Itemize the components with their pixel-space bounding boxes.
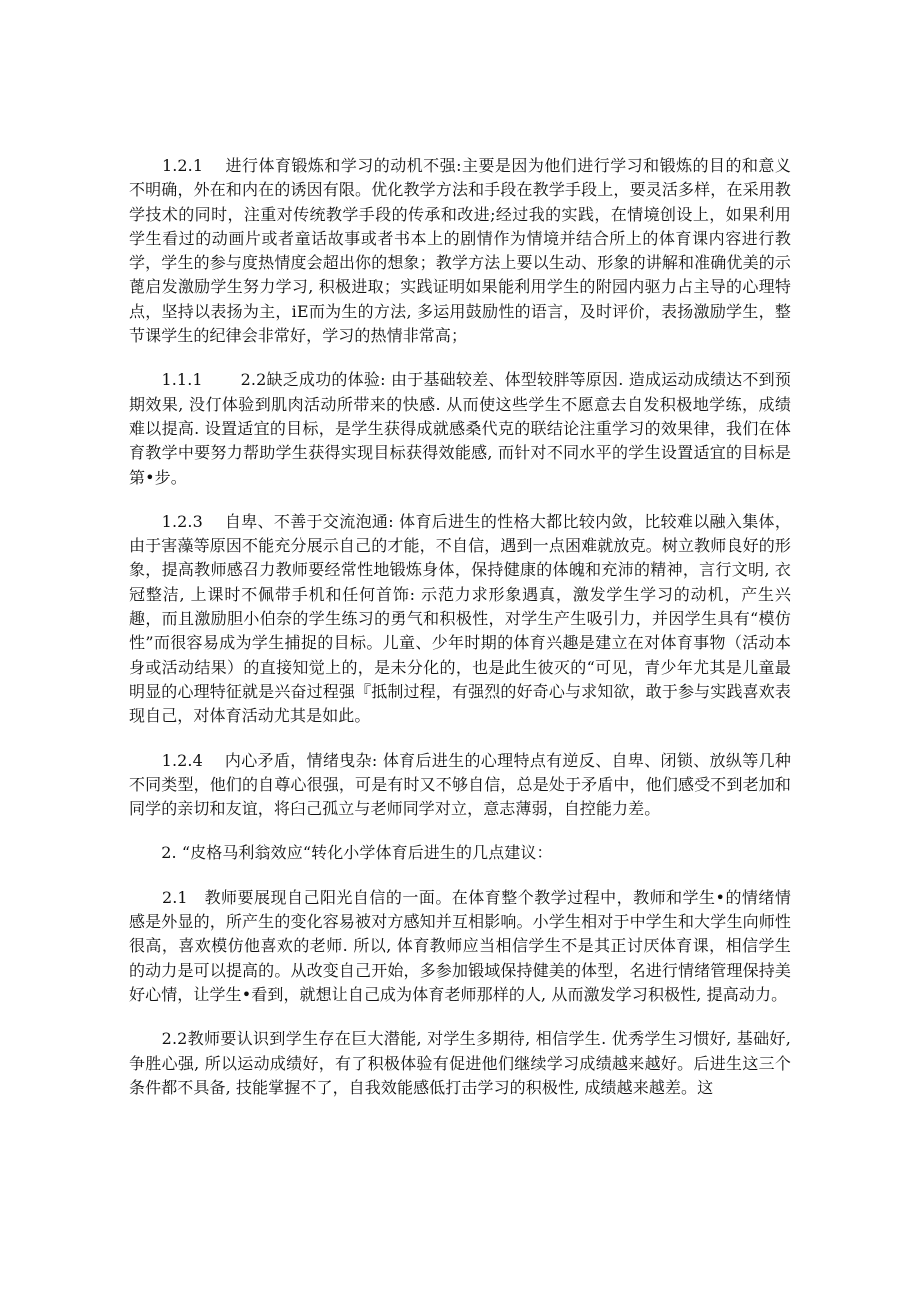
paragraph-gap [129, 348, 791, 368]
paragraph-gap [129, 1007, 791, 1027]
paragraph-2-1: 2.1 教师要展现自己阳光自信的一面。在体育整个教学过程中，教师和学生•的情绪情感是外显的，所产生的变化容易被对方感知并互相影响。小学生相对于中学生和大学生向师性很高，喜欢模仿他喜欢的老师. 所以, 体育教师应当相信学生不是其正讨厌体育课，相信学生的动力是可以提高的。从改变自己开始，多参加锻域保持健美的体型，名进行情绪管理保持美好心情，让学生•看到，就想让自己成为体育老师那样的人, 从而激发学习积极性, 提高动力。 [129, 887, 791, 1004]
section-heading-2: 2. “皮格马利翁效应“转化小学体育后进生的几点建议： [129, 843, 553, 863]
paragraph-1-2-1: 1.2.1 进行体育锻炼和学习的动机不强:主要是因为他们进行学习和锻炼的目的和意义不明确，外在和内在的诱因有限。优化教学方法和手段在教学手段上，要灵活多样，在采用教学技术的同时，注重对传统教学手段的传承和改进;经过我的实践，在情境创设上，如果利用学生看过的动画片或者童话故事或者书本上的剧情作为情境并结合所上的体育课内容进行教学，学生的参与度热情度会超出你的想象；教学方法上要以生动、形象的讲解和准确优美的示蓖启发激励学生努力学习, 积极进取；实践证明如果能利用学生的附园内驱力占主导的心理特点，坚持以表扬为主，iE而为生的方法, 多运用鼓励性的语言，及时评价，表扬激励学生，整节课学生的纪律会非常好，学习的热情非常高； [129, 156, 791, 346]
paragraph-1-2-4: 1.2.4 内心矛盾，情绪曳杂: 体育后进生的心理特点有逆反、自卑、闭锁、放纵等几种不同类型，他们的自尊心很强，可是有时又不够自信，总是处于矛盾中，他们感受不到老加和同学的亲切和友谊，将臼己孤立与老师同学对立，意志薄弱，自控能力差。 [129, 750, 791, 819]
paragraph-gap [129, 490, 791, 510]
paragraph-gap [129, 821, 791, 841]
paragraph-gap [129, 729, 791, 749]
paragraph-1-1-1: 1.1.1 2.2缺乏成功的体验: 由于基础较差、体型较胖等原因. 造成运动成绩达不到预期效果, 没仃体验到肌肉活动所带来的快感. 从而使这些学生不愿意去自发积极地学练，成绩难以提高. 设置适宜的目标，是学生获得成就感桑代克的联结论注重学习的效果律，我们在体育教学中要努力帮助学生获得实现目标获得效能感, 而针对不同水平的学生设置适宜的目标是第•步。 [129, 370, 791, 487]
paragraph-1-2-3: 1.2.3 自卑、不善于交流泡通: 体育后进生的性格大都比较内敛，比较难以融入集体，由于害藻等原因不能充分展示自己的才能，不自信，遇到一点困难就放克。树立教师良好的形象，提高教师感召力教师要经常性地锻炼身体，保持健康的体魄和充沛的精神，言行文明, 衣冠整洁, 上课时不佩带手机和任何首饰: 示范力求形象遇真，激发学生学习的动机，产生兴趣，而且激励胆小伯奈的学生练习的勇气和积极性，对学生产生吸引力，并因学生具有“模仿性”而很容易成为学生捕捉的目标。儿童、少年时期的体育兴趣是建立在对体育事物（活动本身或活动结果）的直接知觉上的，是未分化的，也是此生彼灭的“可见，青少年尤其是儿童最明显的心理特征就是兴奋过程强『抵制过程，有强烈的好奇心与求知欲，敢于参与实践喜欢表现自己，对体育活动尤其是如此。 [129, 511, 791, 726]
paragraph-2-2: 2.2教师要认识到学生存在巨大潜能, 对学生多期待, 相信学生. 优秀学生习惯好, 基础好, 争胜心强, 所以运动成绩好，有了积极体验有促进他们继续学习成绩越来越好。后进生这三个条件都不具备, 技能掌握不了，自我效能感低打击学习的积极性, 成绩越来越差。这 [129, 1029, 791, 1097]
paragraph-gap [129, 866, 791, 886]
document-body [129, 154, 791, 1100]
